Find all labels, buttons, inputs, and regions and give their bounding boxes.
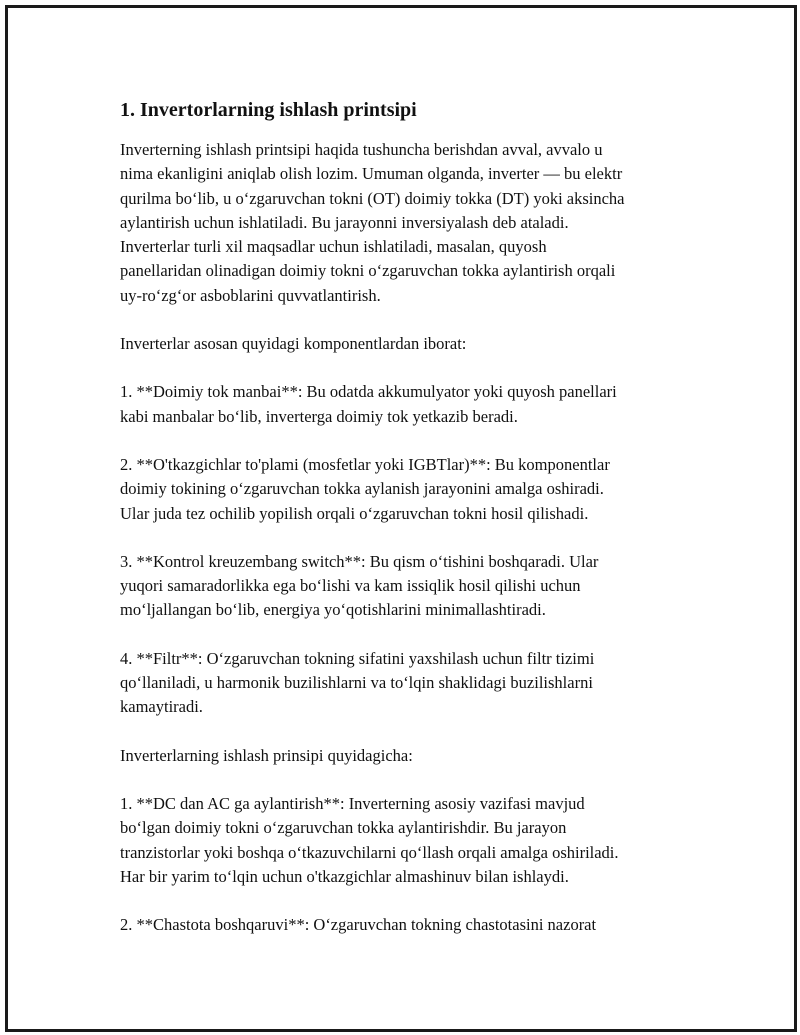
text-line: 4. **Filtr**: O‘zgaruvchan tokning sifatini yaxshilash uchun filtr tizimi <box>120 648 595 668</box>
text-line: Ular juda tez ochilib yopilish orqali o‘zgaruvchan tokni hosil qilishadi. <box>120 503 589 523</box>
document-body <box>120 94 700 961</box>
text-line: qurilma bo‘lib, u o‘zgaruvchan tokni (OT) doimiy tokka (DT) yoki aksincha <box>120 188 625 208</box>
text-line: nima ekanligini aniqlab olish lozim. Umuman olganda, inverter — bu elektr <box>120 164 623 184</box>
paragraph-list <box>120 138 700 937</box>
text-line: Inverterlar asosan quyidagi komponentlardan iborat: <box>120 334 467 354</box>
page-frame <box>5 5 797 1032</box>
paragraph <box>120 647 700 720</box>
text-line: bo‘lgan doimiy tokni o‘zgaruvchan tokka aylantirishdir. Bu jarayon <box>120 818 567 838</box>
paragraph <box>120 453 700 526</box>
paragraph <box>120 332 700 356</box>
text-line: 2. **O'tkazgichlar to'plami (mosfetlar yoki IGBTlar)**: Bu komponentlar <box>120 454 610 474</box>
text-line: doimiy tokining o‘zgaruvchan tokka aylanish jarayonini amalga oshiradi. <box>120 479 604 499</box>
text-line: Har bir yarim to‘lqin uchun o'tkazgichlar almashinuv bilan ishlaydi. <box>120 866 569 886</box>
paragraph <box>120 380 700 429</box>
text-line: Inverterning ishlash printsipi haqida tushuncha berishdan avval, avvalo u <box>120 140 603 159</box>
paragraph <box>120 550 700 623</box>
paragraph <box>120 913 700 937</box>
paragraph <box>120 138 700 308</box>
document-title: 1. Invertorlarning ishlash printsipi <box>120 99 417 121</box>
text-line: Inverterlar turli xil maqsadlar uchun ishlatiladi, masalan, quyosh <box>120 237 547 257</box>
paragraph <box>120 792 700 889</box>
text-line: 3. **Kontrol kreuzembang switch**: Bu qism o‘tishini boshqaradi. Ular <box>120 551 599 571</box>
text-line: 1. **Doimiy tok manbai**: Bu odatda akkumulyator yoki quyosh panellari <box>120 382 617 402</box>
text-line: tranzistorlar yoki boshqa o‘tkazuvchilarni qo‘llash orqali amalga oshiriladi. <box>120 842 619 862</box>
text-line: 1. **DC dan AC ga aylantirish**: Inverterning asosiy vazifasi mavjud <box>120 793 585 813</box>
text-line: panellaridan olinadigan doimiy tokni o‘zgaruvchan tokka aylantirish orqali <box>120 261 616 281</box>
text-line: kabi manbalar bo‘lib, inverterga doimiy tok yetkazib beradi. <box>120 406 518 426</box>
text-line: 2. **Chastota boshqaruvi**: O‘zgaruvchan tokning chastotasini nazorat <box>120 915 597 935</box>
text-line: Inverterlarning ishlash prinsipi quyidagicha: <box>120 745 413 765</box>
text-line: qo‘llaniladi, u harmonik buzilishlarni va to‘lqin shaklidagi buzilishlarni <box>120 673 593 693</box>
text-line: aylantirish uchun ishlatiladi. Bu jarayonni inversiyalash deb ataladi. <box>120 212 569 232</box>
text-line: uy-ro‘zg‘or asboblarini quvvatlantirish. <box>120 285 381 305</box>
text-line: kamaytiradi. <box>120 697 203 717</box>
text-line: yuqori samaradorlikka ega bo‘lishi va kam issiqlik hosil qilishi uchun <box>120 576 581 596</box>
paragraph <box>120 744 700 768</box>
text-line: mo‘ljallangan bo‘lib, energiya yo‘qotishlarini minimallashtiradi. <box>120 600 546 620</box>
